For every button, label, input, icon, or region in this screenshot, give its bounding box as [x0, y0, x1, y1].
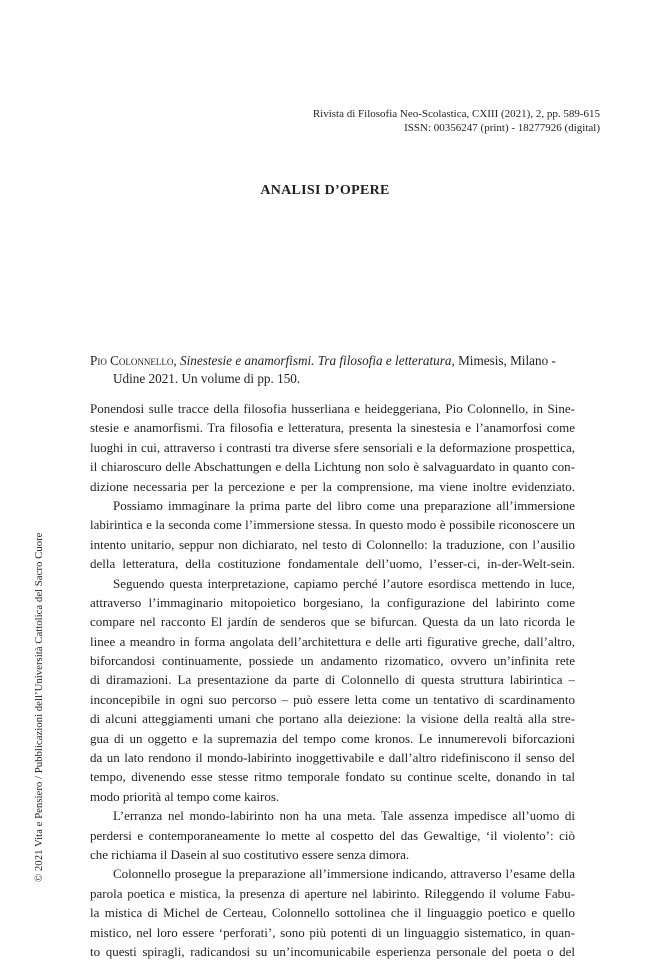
body-line: mistico, nel loro essere ‘perforati’, sono più potenti di un linguaggio sistematico, in quan-	[90, 924, 575, 940]
citation-title: Sinestesie e anamorfismi. Tra filosofia e letteratura	[180, 353, 452, 368]
citation-line-2: Udine 2021. Un volume di pp. 150.	[113, 371, 301, 386]
citation-author: Pio Colonnello	[90, 353, 174, 368]
body-line: che richiama il Dasein al suo costitutivo essere senza dimora.	[90, 846, 410, 862]
body-line: biforcandosi continuamente, possiede un andamento rizomatico, ovvero un’infinita rete	[90, 653, 575, 669]
citation-publisher: , Mimesis, Milano -	[451, 353, 556, 368]
body-line: L’erranza nel mondo-labirinto non ha una meta. Tale assenza impedisce all’uomo di	[113, 808, 575, 824]
citation-line-1: Pio Colonnello, Sinestesie e anamorfismi. Tra filosofia e letteratura, Mimesis, Milano -	[90, 353, 556, 368]
body-line: la mistica di Michel de Certeau, Colonnello sottolinea che il linguaggio poetico e quello	[90, 905, 575, 921]
body-line: linee a meandro in forma angolata dell’architettura e delle arti figurative greche, dall’altro,	[90, 633, 575, 649]
body-line: inconcepibile in ogni suo percorso – può essere letta come un tentativo di scardinamento	[90, 691, 575, 707]
body-line: di alcuni atteggiamenti umani che portano alla deiezione: la visione della realtà alla stre-	[90, 711, 575, 727]
body-line: gua di un oggetto e la supremazia del tempo come kronos. Le innumerevoli biforcazioni	[90, 730, 575, 746]
journal-header	[313, 107, 600, 135]
journal-citation-line: Rivista di Filosofia Neo-Scolastica, CXIII (2021), 2, pp. 589-615	[312, 108, 600, 120]
body-line: Colonnello prosegue la preparazione all’immersione indicando, attraverso l’esame della	[113, 866, 575, 882]
body-line: Possiamo immaginare la prima parte del libro come una preparazione all’immersione	[113, 497, 575, 513]
body-line: perdersi e contemporaneamente lo mette al cospetto del das Gewaltige, ‘il violento’: ciò	[90, 827, 575, 843]
body-line: luoghi in cui, attraverso i contrasti tra diverse sfere sensoriali e la deformazione prospettica,	[90, 439, 575, 455]
body-line: attraverso l’immaginario mitopoietico borgesiano, la configurazione del labirinto come	[90, 594, 575, 610]
body-line: tempo, divenendo esse stesse ritmo temporale fondato su continue scelte, donando in tal	[90, 769, 575, 785]
body-line: intento unitario, seppur non dichiarato, nel testo di Colonnello: la traduzione, con l’ausilio	[90, 536, 575, 552]
body-line: di diramazioni. La presentazione da parte di Colonnello di questa struttura labirintica –	[90, 672, 575, 688]
body-line: il chiaroscuro delle Abschattungen e della Lichtung non solo è salvaguardato in quanto con-	[90, 459, 575, 475]
body-line: della letteratura, della costituzione fondamentale dell’uomo, l’esser-ci, in-der-Welt-sein.	[90, 556, 575, 572]
body-line: Seguendo questa interpretazione, capiamo perché l’autore esordisca mettendo in luce,	[113, 575, 575, 591]
body-line: parola poetica e mistica, la presenza di aperture nel labirinto. Rileggendo il volume Fabu-	[90, 885, 575, 901]
book-citation	[90, 352, 575, 388]
review-body	[90, 399, 575, 961]
body-line: to questi spiragli, radicandosi su un’incomunicabile esperienza personale del poeta o del	[90, 943, 575, 959]
body-line: dizione necessaria per la percezione e per la comprensione, ma viene inoltre evidenziato.	[90, 478, 575, 494]
body-line: modo priorità al tempo come kairos.	[90, 788, 280, 804]
body-line: Ponendosi sulle tracce della filosofia husserliana e heideggeriana, Pio Colonnello, in Sine-	[90, 401, 575, 416]
issn-line: ISSN: 00356247 (print) - 18277926 (digital)	[404, 122, 600, 134]
section-title: ANALISI D’OPERE	[260, 183, 390, 198]
body-line: stesie e anamorfismi. Tra filosofia e letteratura, presenta la sinestesia e l’anamorfosi come	[90, 420, 575, 436]
body-line: labirintica e la seconda come l’immersione stessa. In questo modo è possibile riconoscere un	[90, 517, 575, 533]
body-line: da un lato rendono il mondo-labirinto inoggettivabile e dall’altro ridefiniscono il senso del	[90, 750, 575, 766]
copyright-side-note: © 2021 Vita e Pensiero / Pubblicazioni dell’Università Cattolica del Sacro Cuore	[33, 532, 45, 882]
body-line: compare nel racconto El jardín de senderos que se bifurcan. Questa da un lato ricorda le	[90, 614, 575, 630]
